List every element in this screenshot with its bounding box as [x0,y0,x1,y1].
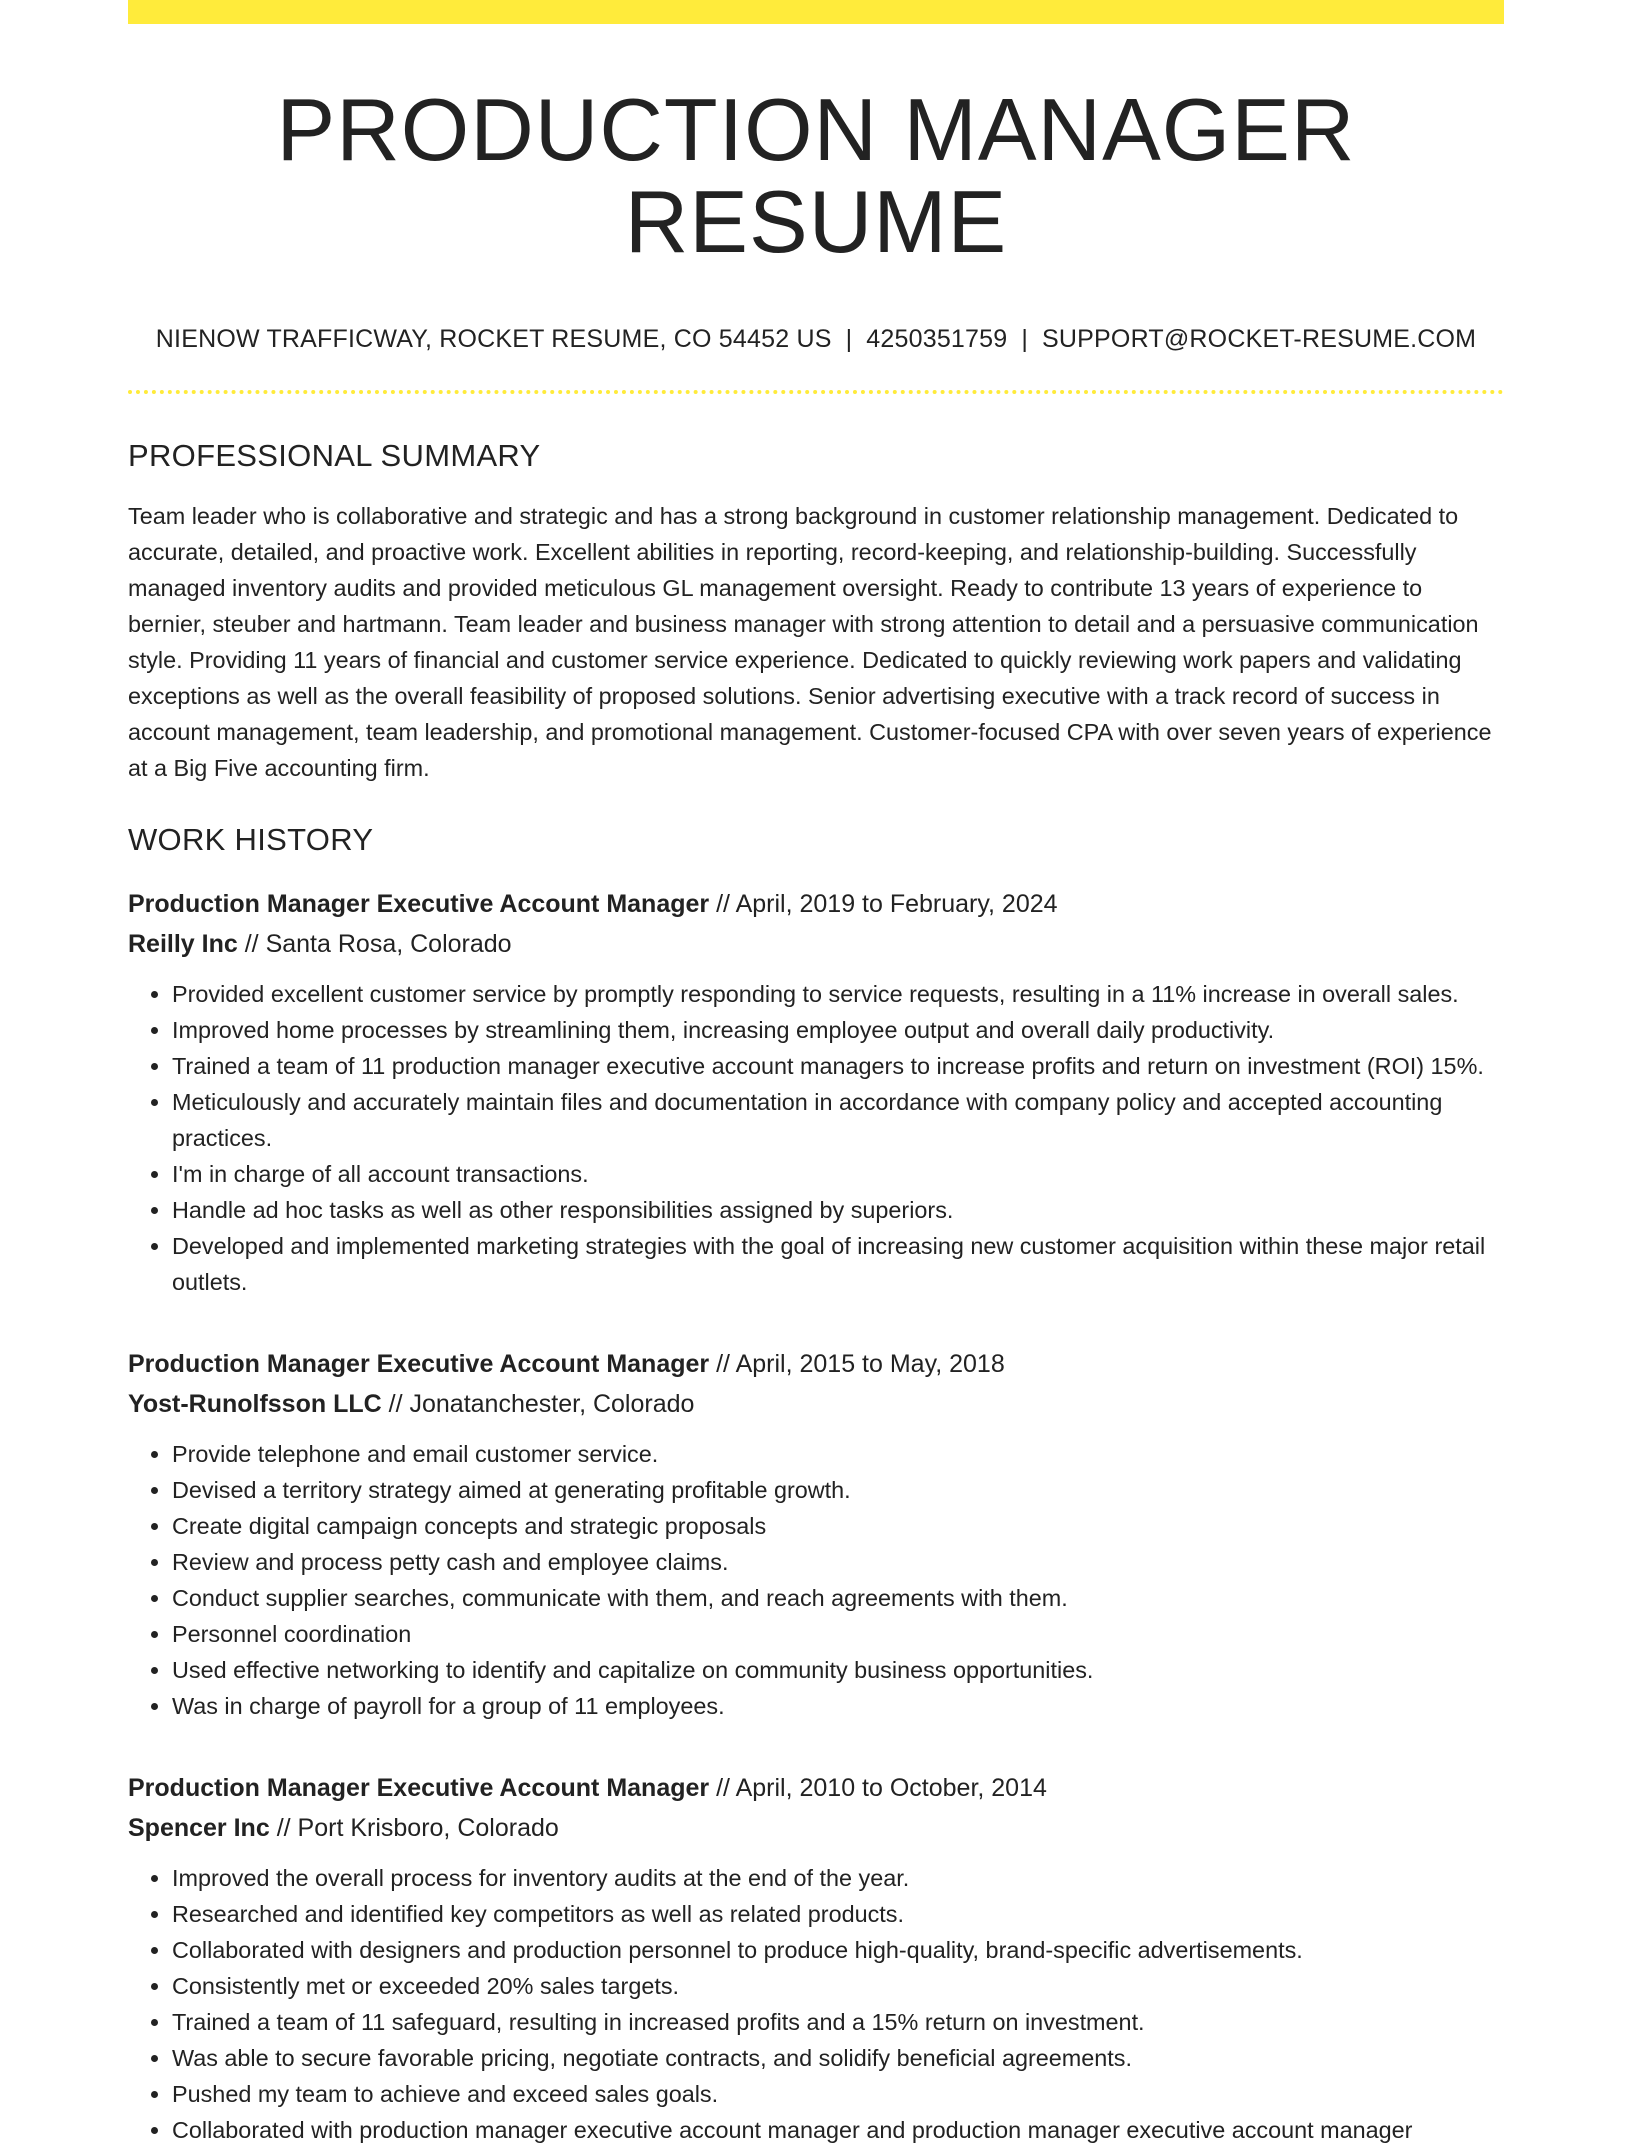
duty-item: • Trained a team of 11 production manager executive account managers to increase profits and return on investment (ROI) 15%. [172,1048,1504,1084]
duty-item: • Conduct supplier searches, communicate with them, and reach agreements with them. [172,1580,1504,1616]
duty-item: • Developed and implemented marketing strategies with the goal of increasing new customer acquisition within these major retail outlets. [172,1228,1504,1300]
resume-page [128,0,1504,2148]
job-company-line [128,924,1504,964]
duty-item: • Collaborated with designers and production personnel to produce high-quality, brand-specific advertisements. [172,1932,1504,1968]
contact-address: NIENOW TRAFFICWAY, ROCKET RESUME, CO 54452 US [155,324,832,353]
delimiter: // [244,929,259,958]
duty-item: • Devised a territory strategy aimed at generating profitable growth. [172,1472,1504,1508]
job-dates: April, 2015 to May, 2018 [735,1349,1005,1378]
duty-list [128,976,1504,1300]
job-entry [128,884,1504,1300]
dotted-divider [128,390,1504,394]
job-title: Production Manager Executive Account Manager [128,889,710,918]
contact-line [128,325,1504,354]
duty-item: • Meticulously and accurately maintain files and documentation in accordance with company policy and accepted accounting practices. [172,1084,1504,1156]
contact-phone: 4250351759 [866,324,1008,353]
contact-email: SUPPORT@ROCKET-RESUME.COM [1042,324,1477,353]
contact-separator: | [845,324,853,353]
job-title-line [128,1344,1504,1384]
job-title: Production Manager Executive Account Manager [128,1773,710,1802]
job-entry [128,1768,1504,2148]
duty-list [128,1860,1504,2148]
duty-item: • Improved the overall process for inventory audits at the end of the year. [172,1860,1504,1896]
duty-item: • Improved home processes by streamlining them, increasing employee output and overall daily productivity. [172,1012,1504,1048]
job-company: Spencer Inc [128,1813,270,1842]
job-company: Yost-Runolfsson LLC [128,1389,382,1418]
duty-item: • Was able to secure favorable pricing, negotiate contracts, and solidify beneficial agreements. [172,2040,1504,2076]
job-title-line [128,884,1504,924]
duty-item: • Review and process petty cash and employee claims. [172,1544,1504,1580]
job-location: Port Krisboro, Colorado [297,1813,559,1842]
delimiter: // [388,1389,403,1418]
summary-text: Team leader who is collaborative and strategic and has a strong background in customer relationship management. Dedicated to accurate, detailed, and proactive work. Excellent abilities in reporting, record-keeping, and relationship-building. Successfully managed inventory audits and provided meticulous GL management oversight. Ready to contribute 13 years of experience to bernier, steuber and hartmann. Team leader and business manager with strong attention to detail and a persuasive communication style. Providing 11 years of financial and customer service experience. Dedicated to quickly reviewing work papers and validating exceptions as well as the overall feasibility of proposed solutions. Senior advertising executive with a track record of success in account management, team leadership, and promotional management. Customer-focused CPA with over seven years of experience at a Big Five accounting firm. [128,502,1492,781]
contact-separator: | [1021,324,1029,353]
job-dates: April, 2019 to February, 2024 [735,889,1058,918]
duty-item: • Personnel coordination [172,1616,1504,1652]
resume-title: PRODUCTION MANAGER RESUME [276,80,1356,272]
duty-list [128,1436,1504,1724]
job-dates: April, 2010 to October, 2014 [735,1773,1047,1802]
duty-item: • Create digital campaign concepts and strategic proposals [172,1508,1504,1544]
duty-item: • I'm in charge of all account transactions. [172,1156,1504,1192]
work-history-list [128,884,1504,2148]
duty-item: • Consistently met or exceeded 20% sales targets. [172,1968,1504,2004]
job-company-line [128,1384,1504,1424]
job-location: Santa Rosa, Colorado [265,929,512,958]
duty-item: • Used effective networking to identify and capitalize on community business opportunities. [172,1652,1504,1688]
job-title-line [128,1768,1504,1808]
duty-item: • Provide telephone and email customer service. [172,1436,1504,1472]
work-history-heading: WORK HISTORY [128,821,374,857]
duty-item: • Trained a team of 11 safeguard, resulting in increased profits and a 15% return on investment. [172,2004,1504,2040]
job-entry [128,1344,1504,1724]
duty-item: • Researched and identified key competitors as well as related products. [172,1896,1504,1932]
top-accent-bar [128,0,1504,24]
delimiter: // [276,1813,291,1842]
duty-item: • Pushed my team to achieve and exceed sales goals. [172,2076,1504,2112]
job-title: Production Manager Executive Account Manager [128,1349,710,1378]
delimiter: // [716,1773,730,1802]
job-location: Jonatanchester, Colorado [409,1389,695,1418]
summary-heading: PROFESSIONAL SUMMARY [128,437,541,473]
job-company: Reilly Inc [128,929,238,958]
duty-item: • Collaborated with production manager executive account manager and production manager executive account manager [172,2112,1504,2148]
duty-item: • Provided excellent customer service by promptly responding to service requests, resulting in a 11% increase in overall sales. [172,976,1504,1012]
duty-item: • Was in charge of payroll for a group of 11 employees. [172,1688,1504,1724]
job-company-line [128,1808,1504,1848]
delimiter: // [716,889,730,918]
delimiter: // [716,1349,730,1378]
duty-item: • Handle ad hoc tasks as well as other responsibilities assigned by superiors. [172,1192,1504,1228]
